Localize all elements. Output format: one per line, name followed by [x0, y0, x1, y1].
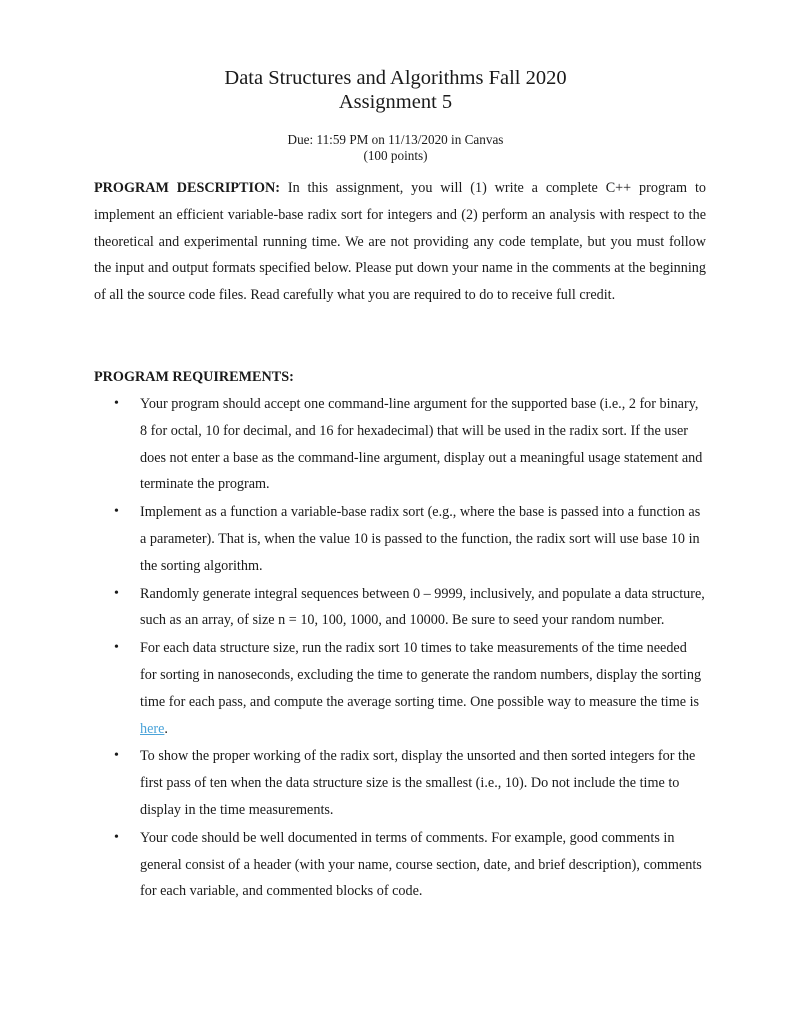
- bullet-icon: •: [114, 829, 119, 845]
- program-description: [94, 175, 706, 309]
- requirements-heading: PROGRAM REQUIREMENTS:: [94, 369, 294, 385]
- description-label: PROGRAM DESCRIPTION:: [94, 180, 280, 196]
- bullet-icon: •: [114, 748, 119, 764]
- list-item: [94, 825, 706, 905]
- requirements-list: [94, 391, 706, 906]
- requirement-text: Implement as a function a variable-base radix sort (e.g., where the base is passed into a function as a parameter). That is, when the value 10 is passed to the function, the radix sort will use base 10 in the sorting algorithm.: [140, 504, 701, 574]
- list-item: [94, 391, 706, 498]
- bullet-icon: •: [114, 504, 119, 520]
- bullet-icon: •: [114, 640, 119, 656]
- time-measure-link[interactable]: here: [140, 720, 165, 737]
- description-text: In this assignment, you will (1) write a complete C++ program to implement an efficient variable-base radix sort for integers and (2) perform an analysis with respect to the theoretical and experimental running time. We are not providing any code template, but you must follow the input and output formats specified below. Please put down your name in the comments at the beginning of all the source code files. Read carefully what you are required to do to receive full credit.: [94, 180, 706, 304]
- due-date: Due: 11:59 PM on 11/13/2020 in Canvas: [287, 132, 504, 147]
- requirement-text: Your program should accept one command-line argument for the supported base (i.e., 2 for binary, 8 for octal, 10 for decimal, and 16 for hexadecimal) that will be used in the radix sort. If the user does not enter a base as the command-line argument, display out a meaningful usage statement and terminate the program.: [140, 396, 703, 493]
- requirement-text: Your code should be well documented in terms of comments. For example, good comments in general consist of a header (with your name, course section, date, and brief description), comments for each variable, and commented blocks of code.: [140, 829, 702, 900]
- bullet-icon: •: [114, 585, 119, 601]
- assignment-number: Assignment 5: [338, 91, 453, 113]
- link-suffix: .: [164, 720, 168, 737]
- requirement-text: For each data structure size, run the radix sort 10 times to take measurements of the time needed for sorting in nanoseconds, excluding the time to generate the random numbers, display the sorting time for each pass, and compute the average sorting time. One possible way to measure the time is: [140, 640, 702, 710]
- document-title: Data Structures and Algorithms Fall 2020: [224, 67, 567, 89]
- list-item: [94, 743, 706, 823]
- list-item: [94, 499, 706, 579]
- bullet-icon: •: [114, 396, 119, 411]
- requirement-text: To show the proper working of the radix sort, display the unsorted and then sorted integers for the first pass of ten when the data structure size is the smallest (i.e., 10). Do not include the time to display in the time measurements.: [140, 748, 696, 818]
- list-item: [94, 635, 706, 742]
- points-total: (100 points): [363, 148, 428, 163]
- list-item: [94, 581, 706, 635]
- requirement-text: Randomly generate integral sequences between 0 – 9999, inclusively, and populate a data structure, such as an array, of size n = 10, 100, 1000, and 10000. Be sure to seed your random number.: [140, 585, 705, 629]
